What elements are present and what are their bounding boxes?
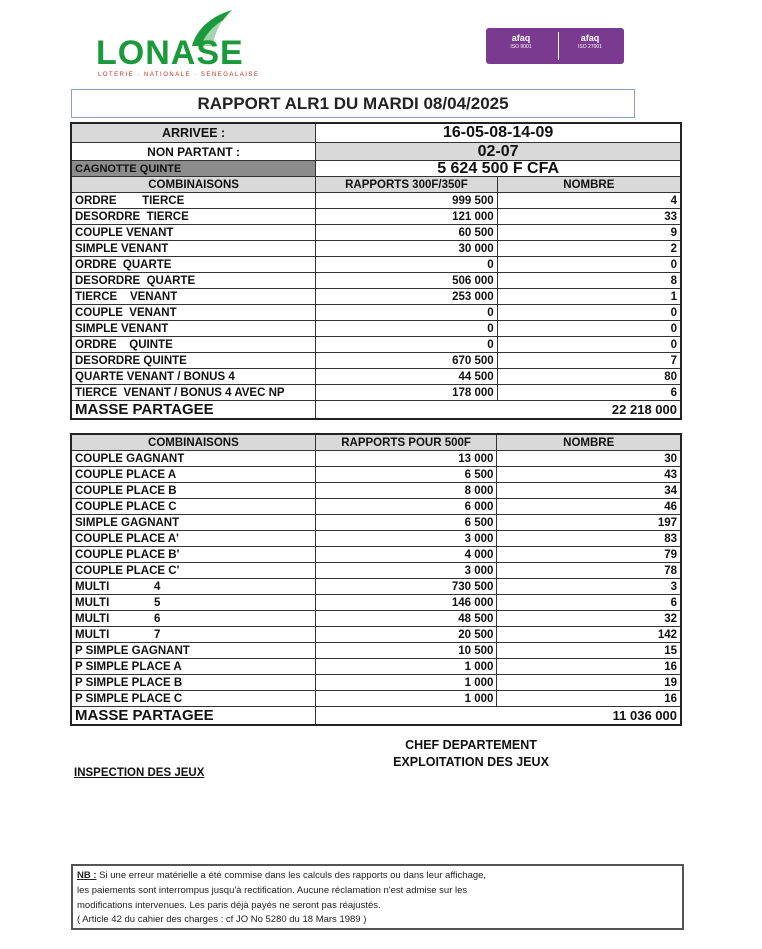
cell-rapport: 6 000 bbox=[315, 499, 497, 515]
cell-label: P SIMPLE PLACE B bbox=[71, 675, 315, 691]
cell-nombre: 30 bbox=[497, 451, 681, 467]
col-nombre: NOMBRE bbox=[497, 434, 681, 451]
col-nombre: NOMBRE bbox=[497, 177, 681, 193]
cell-label: ORDRE TIERCE bbox=[71, 193, 316, 209]
table-row bbox=[71, 451, 681, 467]
table-row bbox=[71, 385, 681, 401]
cell-label: DESORDRE QUARTE bbox=[71, 273, 316, 289]
cell-nombre: 142 bbox=[497, 627, 681, 643]
cell-label: ORDRE QUARTE bbox=[71, 257, 316, 273]
cell-rapport: 999 500 bbox=[316, 193, 497, 209]
masse-partagee-row bbox=[71, 401, 681, 420]
cell-rapport: 4 000 bbox=[315, 547, 497, 563]
col-combinaisons: COMBINAISONS bbox=[71, 434, 315, 451]
arrivee-value: 16-05-08-14-09 bbox=[316, 123, 681, 143]
table-row bbox=[71, 353, 681, 369]
table-row bbox=[71, 531, 681, 547]
masse-value: 22 218 000 bbox=[316, 401, 681, 420]
table-row bbox=[71, 547, 681, 563]
col-combinaisons: COMBINAISONS bbox=[71, 177, 316, 193]
cell-nombre: 80 bbox=[497, 369, 681, 385]
table-row bbox=[71, 225, 681, 241]
cell-nombre: 19 bbox=[497, 675, 681, 691]
cell-nombre: 32 bbox=[497, 611, 681, 627]
afaq-iso9001-logo: afaq ISO 9001 bbox=[510, 33, 532, 50]
cell-rapport: 121 000 bbox=[316, 209, 497, 225]
inspection-des-jeux: INSPECTION DES JEUX bbox=[74, 767, 205, 779]
cell-rapport: 6 500 bbox=[315, 467, 497, 483]
table-row bbox=[71, 659, 681, 675]
cell-rapport: 253 000 bbox=[316, 289, 497, 305]
table-row bbox=[71, 515, 681, 531]
table-row bbox=[71, 337, 681, 353]
cell-nombre: 3 bbox=[497, 579, 681, 595]
arrivee-label: ARRIVEE : bbox=[71, 123, 316, 143]
table-row bbox=[71, 643, 681, 659]
exploitation-des-jeux: EXPLOITATION DES JEUX bbox=[393, 755, 549, 769]
cell-label: COUPLE PLACE C' bbox=[71, 563, 315, 579]
cell-label: COUPLE PLACE A' bbox=[71, 531, 315, 547]
masse-label: MASSE PARTAGEE bbox=[71, 401, 316, 420]
cell-rapport: 0 bbox=[316, 305, 497, 321]
table-row bbox=[71, 321, 681, 337]
cell-label: COUPLE PLACE C bbox=[71, 499, 315, 515]
table-row bbox=[71, 209, 681, 225]
cell-nombre: 79 bbox=[497, 547, 681, 563]
cell-rapport: 1 000 bbox=[315, 659, 497, 675]
table-row bbox=[71, 595, 681, 611]
cell-rapport: 670 500 bbox=[316, 353, 497, 369]
cell-nombre: 2 bbox=[497, 241, 681, 257]
cell-nombre: 46 bbox=[497, 499, 681, 515]
arrivee-row bbox=[71, 123, 681, 143]
cell-nombre: 7 bbox=[497, 353, 681, 369]
logo-wordmark: LONASE bbox=[96, 34, 244, 72]
cell-nombre: 15 bbox=[497, 643, 681, 659]
cell-label: TIERCE VENANT / BONUS 4 AVEC NP bbox=[71, 385, 316, 401]
cell-rapport: 730 500 bbox=[315, 579, 497, 595]
table-row bbox=[71, 273, 681, 289]
cell-nombre: 4 bbox=[497, 193, 681, 209]
cell-label: DESORDRE TIERCE bbox=[71, 209, 316, 225]
afaq-iso27001-logo: afaq ISO 27001 bbox=[558, 32, 621, 60]
cell-rapport: 1 000 bbox=[315, 675, 497, 691]
cell-rapport: 10 500 bbox=[315, 643, 497, 659]
cagnotte-row bbox=[71, 161, 681, 177]
table-row bbox=[71, 257, 681, 273]
cell-nombre: 6 bbox=[497, 385, 681, 401]
note-line-3: modifications intervenues. Les paris déjà payés ne seront pas réajustés. bbox=[77, 900, 381, 911]
cell-label: TIERCE VENANT bbox=[71, 289, 316, 305]
cell-rapport: 3 000 bbox=[315, 563, 497, 579]
note-label: NB : bbox=[77, 870, 97, 881]
rapport-table-2 bbox=[70, 433, 682, 726]
table-row bbox=[71, 627, 681, 643]
cell-nombre: 16 bbox=[497, 659, 681, 675]
cell-rapport: 178 000 bbox=[316, 385, 497, 401]
cagnotte-value: 5 624 500 F CFA bbox=[316, 161, 681, 177]
note-line-2: les paiements sont interrompus jusqu'à rectification. Aucune réclamation n'est admise sur les bbox=[77, 885, 468, 896]
cell-label: COUPLE GAGNANT bbox=[71, 451, 315, 467]
non-partant-value: 02-07 bbox=[316, 143, 681, 161]
col-rapports: RAPPORTS POUR 500F bbox=[315, 434, 497, 451]
note-box bbox=[71, 864, 684, 930]
cell-label: COUPLE PLACE B bbox=[71, 483, 315, 499]
cell-nombre: 83 bbox=[497, 531, 681, 547]
cell-label: P SIMPLE PLACE C bbox=[71, 691, 315, 707]
note-line-1: NB : Si une erreur matérielle a été commise dans les calculs des rapports ou dans leur affichage, bbox=[77, 870, 487, 881]
table-row bbox=[71, 611, 681, 627]
table-row bbox=[71, 305, 681, 321]
logo-subtitle: LOTERIE · NATIONALE · SENEGALAISE bbox=[98, 72, 260, 78]
cell-nombre: 34 bbox=[497, 483, 681, 499]
col-rapports: RAPPORTS 300F/350F bbox=[316, 177, 497, 193]
cell-label: SIMPLE GAGNANT bbox=[71, 515, 315, 531]
cell-rapport: 0 bbox=[316, 337, 497, 353]
cell-nombre: 33 bbox=[497, 209, 681, 225]
cell-label: P SIMPLE PLACE A bbox=[71, 659, 315, 675]
cell-nombre: 8 bbox=[497, 273, 681, 289]
cell-label: COUPLE PLACE B' bbox=[71, 547, 315, 563]
masse-label: MASSE PARTAGEE bbox=[71, 707, 315, 726]
cell-label: COUPLE PLACE A bbox=[71, 467, 315, 483]
table-row bbox=[71, 289, 681, 305]
masse-partagee-row bbox=[71, 707, 681, 726]
cell-rapport: 20 500 bbox=[315, 627, 497, 643]
lonase-logo bbox=[92, 8, 267, 80]
cell-nombre: 197 bbox=[497, 515, 681, 531]
certification-logos bbox=[486, 28, 624, 64]
cell-label: P SIMPLE GAGNANT bbox=[71, 643, 315, 659]
cell-label: COUPLE VENANT bbox=[71, 305, 316, 321]
cell-nombre: 78 bbox=[497, 563, 681, 579]
cell-rapport: 6 500 bbox=[315, 515, 497, 531]
table-row bbox=[71, 579, 681, 595]
cell-label: ORDRE QUINTE bbox=[71, 337, 316, 353]
table-row bbox=[71, 691, 681, 707]
cell-label: DESORDRE QUINTE bbox=[71, 353, 316, 369]
cell-rapport: 8 000 bbox=[315, 483, 497, 499]
table-row bbox=[71, 483, 681, 499]
cell-label: COUPLE VENANT bbox=[71, 225, 316, 241]
cell-nombre: 0 bbox=[497, 257, 681, 273]
table-row bbox=[71, 369, 681, 385]
cell-label: QUARTE VENANT / BONUS 4 bbox=[71, 369, 316, 385]
table-row bbox=[71, 675, 681, 691]
cell-nombre: 9 bbox=[497, 225, 681, 241]
masse-value: 11 036 000 bbox=[315, 707, 681, 726]
rapport-table-1 bbox=[70, 122, 682, 420]
cell-label: MULTI 6 bbox=[71, 611, 315, 627]
note-line-4: ( Article 42 du cahier des charges : cf JO No 5280 du 18 Mars 1989 ) bbox=[77, 914, 367, 925]
table-row bbox=[71, 563, 681, 579]
cell-label: MULTI 7 bbox=[71, 627, 315, 643]
cell-rapport: 13 000 bbox=[315, 451, 497, 467]
cell-rapport: 30 000 bbox=[316, 241, 497, 257]
cell-nombre: 0 bbox=[497, 305, 681, 321]
cell-nombre: 6 bbox=[497, 595, 681, 611]
cell-rapport: 146 000 bbox=[315, 595, 497, 611]
cell-label: SIMPLE VENANT bbox=[71, 241, 316, 257]
cell-nombre: 16 bbox=[497, 691, 681, 707]
cell-nombre: 0 bbox=[497, 337, 681, 353]
table2-header bbox=[71, 434, 681, 451]
report-title: RAPPORT ALR1 DU MARDI 08/04/2025 bbox=[71, 89, 635, 118]
cell-rapport: 44 500 bbox=[316, 369, 497, 385]
cell-rapport: 0 bbox=[316, 257, 497, 273]
non-partant-label: NON PARTANT : bbox=[71, 143, 316, 161]
cell-label: MULTI 4 bbox=[71, 579, 315, 595]
non-partant-row bbox=[71, 143, 681, 161]
cell-rapport: 48 500 bbox=[315, 611, 497, 627]
table-row bbox=[71, 193, 681, 209]
cell-rapport: 506 000 bbox=[316, 273, 497, 289]
cell-rapport: 60 500 bbox=[316, 225, 497, 241]
cell-nombre: 43 bbox=[497, 467, 681, 483]
cell-nombre: 1 bbox=[497, 289, 681, 305]
cagnotte-label: CAGNOTTE QUINTE bbox=[71, 161, 316, 177]
cell-label: SIMPLE VENANT bbox=[71, 321, 316, 337]
cell-rapport: 1 000 bbox=[315, 691, 497, 707]
cell-rapport: 0 bbox=[316, 321, 497, 337]
table-row bbox=[71, 467, 681, 483]
cell-label: MULTI 5 bbox=[71, 595, 315, 611]
table-row bbox=[71, 241, 681, 257]
table-row bbox=[71, 499, 681, 515]
cell-nombre: 0 bbox=[497, 321, 681, 337]
table1-header bbox=[71, 177, 681, 193]
cell-rapport: 3 000 bbox=[315, 531, 497, 547]
chef-departement: CHEF DEPARTEMENT bbox=[405, 738, 537, 752]
